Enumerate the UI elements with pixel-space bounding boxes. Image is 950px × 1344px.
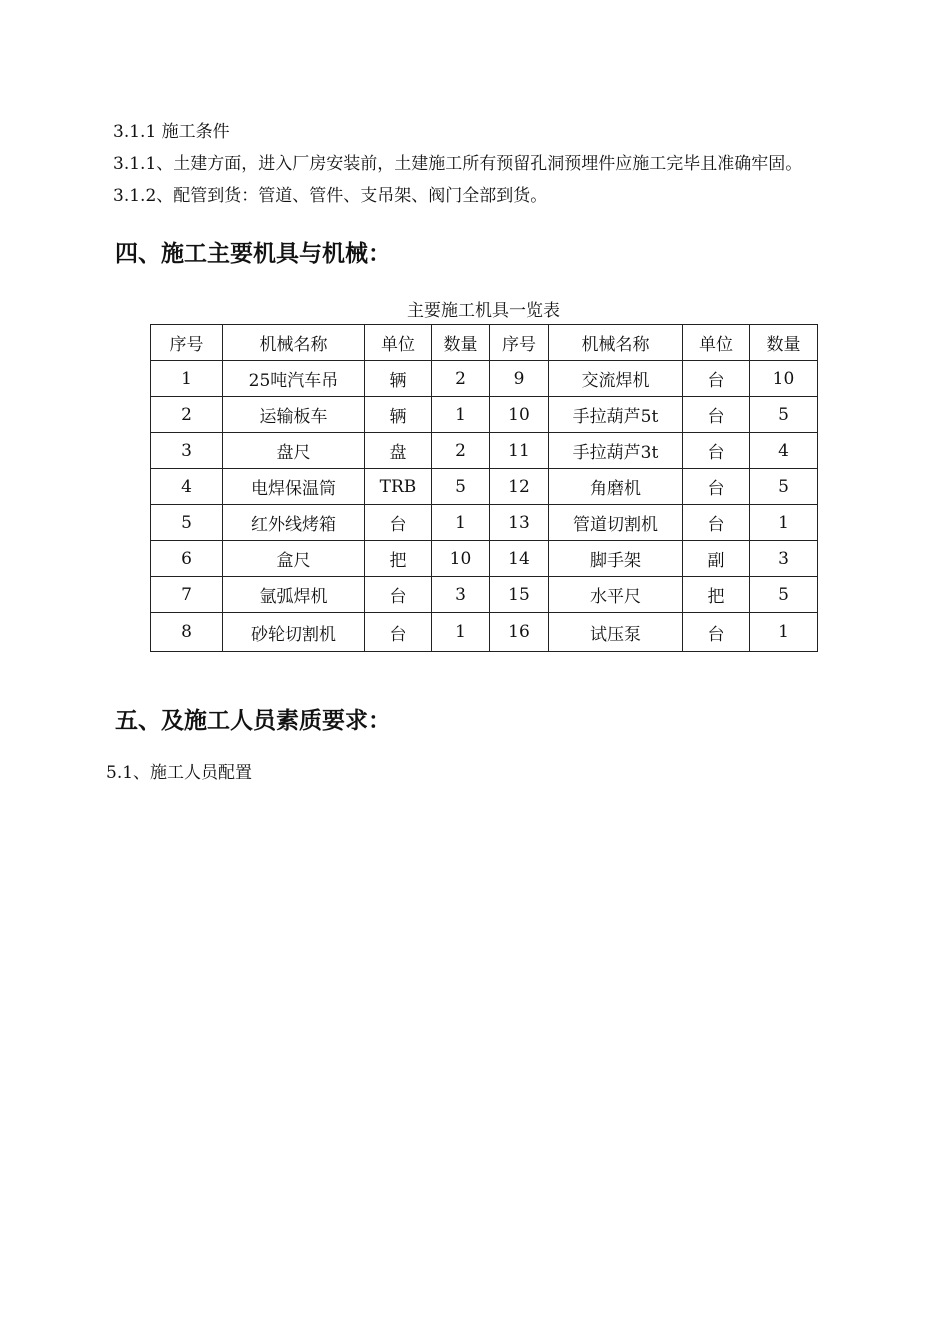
table-cell: 辆 [365, 397, 432, 433]
table-cell: 角磨机 [549, 469, 683, 505]
table-cell: 5 [750, 469, 818, 505]
table-cell: 手拉葫芦5t [549, 397, 683, 433]
table-cell: 辆 [365, 361, 432, 397]
table-cell: 水平尺 [549, 577, 683, 613]
table-row [151, 469, 818, 505]
table-cell: 13 [490, 505, 549, 541]
table-cell: 手拉葫芦3t [549, 433, 683, 469]
header-cell: 单位 [683, 325, 750, 361]
table-cell: 盘 [365, 433, 432, 469]
table-cell: 台 [683, 469, 750, 505]
table-cell: 3 [151, 433, 223, 469]
table-cell: 10 [432, 541, 490, 577]
table-cell: 12 [490, 469, 549, 505]
table-cell: 4 [750, 433, 818, 469]
table-cell: 15 [490, 577, 549, 613]
table-cell: 7 [151, 577, 223, 613]
table-cell: 5 [750, 397, 818, 433]
table-cell: 交流焊机 [549, 361, 683, 397]
table-row [151, 613, 818, 652]
table-cell: 台 [683, 613, 750, 652]
table-cell: 红外线烤箱 [223, 505, 365, 541]
table-cell: 台 [683, 397, 750, 433]
table-cell: 3 [750, 541, 818, 577]
table-cell: 5 [750, 577, 818, 613]
paragraph-3-1-1-title: 3.1.1 施工条件 [113, 122, 230, 142]
table-cell: 6 [151, 541, 223, 577]
table-cell: 副 [683, 541, 750, 577]
table-cell: 盒尺 [223, 541, 365, 577]
table-cell: 台 [683, 433, 750, 469]
table-cell: 把 [365, 541, 432, 577]
header-cell: 机械名称 [223, 325, 365, 361]
table-row [151, 541, 818, 577]
table-cell: TRB [365, 469, 432, 505]
table-cell: 砂轮切割机 [223, 613, 365, 652]
table-header-row [151, 325, 818, 361]
table-cell: 25吨汽车吊 [223, 361, 365, 397]
table-cell: 8 [151, 613, 223, 652]
heading-section-4: 四、施工主要机具与机械： [115, 241, 391, 267]
table-cell: 盘尺 [223, 433, 365, 469]
table-row [151, 505, 818, 541]
header-cell: 数量 [432, 325, 490, 361]
table-row [151, 361, 818, 397]
header-cell: 序号 [151, 325, 223, 361]
table-caption: 主要施工机具一览表 [407, 301, 560, 321]
table-cell: 1 [432, 397, 490, 433]
table-cell: 把 [683, 577, 750, 613]
header-cell: 序号 [490, 325, 549, 361]
table-row [151, 433, 818, 469]
table-cell: 1 [432, 505, 490, 541]
table-cell: 2 [432, 433, 490, 469]
table-cell: 14 [490, 541, 549, 577]
table-cell: 脚手架 [549, 541, 683, 577]
table-cell: 9 [490, 361, 549, 397]
header-cell: 数量 [750, 325, 818, 361]
table-cell: 1 [750, 613, 818, 652]
table-cell: 台 [683, 505, 750, 541]
table-cell: 3 [432, 577, 490, 613]
table-row [151, 577, 818, 613]
table-cell: 16 [490, 613, 549, 652]
table-cell: 2 [151, 397, 223, 433]
paragraph-3-1-2-piping: 3.1.2、配管到货：管道、管件、支吊架、阀门全部到货。 [113, 186, 548, 206]
table-cell: 2 [432, 361, 490, 397]
table-cell: 1 [750, 505, 818, 541]
table-cell: 试压泵 [549, 613, 683, 652]
table-cell: 10 [490, 397, 549, 433]
table-cell: 10 [750, 361, 818, 397]
table-cell: 5 [432, 469, 490, 505]
equipment-table [150, 324, 818, 652]
table-row [151, 397, 818, 433]
paragraph-5-1-staffing: 5.1、施工人员配置 [106, 763, 253, 783]
table-cell: 运输板车 [223, 397, 365, 433]
table-cell: 台 [365, 613, 432, 652]
table-cell: 1 [432, 613, 490, 652]
table-cell: 电焊保温筒 [223, 469, 365, 505]
header-cell: 单位 [365, 325, 432, 361]
table-cell: 11 [490, 433, 549, 469]
table-cell: 台 [683, 361, 750, 397]
header-cell: 机械名称 [549, 325, 683, 361]
paragraph-3-1-1-civil: 3.1.1、土建方面，进入厂房安装前，土建施工所有预留孔洞预埋件应施工完毕且准确牢固。 [113, 154, 803, 174]
table-cell: 氩弧焊机 [223, 577, 365, 613]
table-cell: 1 [151, 361, 223, 397]
table-cell: 4 [151, 469, 223, 505]
table-cell: 5 [151, 505, 223, 541]
heading-section-5: 五、及施工人员素质要求： [115, 708, 391, 734]
table-cell: 管道切割机 [549, 505, 683, 541]
table-cell: 台 [365, 577, 432, 613]
table-cell: 台 [365, 505, 432, 541]
